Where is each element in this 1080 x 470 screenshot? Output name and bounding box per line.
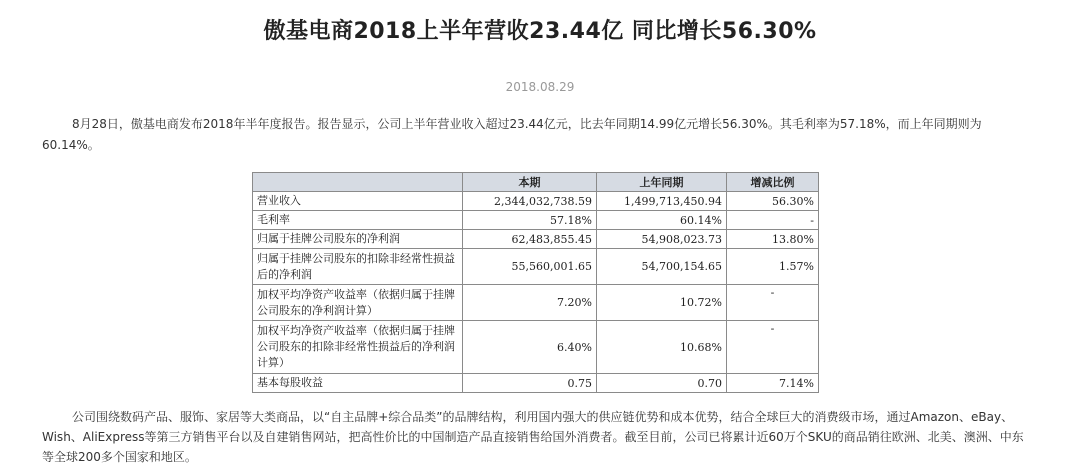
previous-value: 10.68% [597,321,727,374]
current-value: 2,344,032,738.59 [463,192,597,211]
row-label: 归属于挂牌公司股东的净利润 [253,230,463,249]
header-cell-change: 增减比例 [727,173,819,192]
table-header-row [253,173,819,192]
table-row [253,230,819,249]
change-value: 7.14% [727,374,819,393]
row-label: 归属于挂牌公司股东的扣除非经常性损益后的净利润 [253,249,463,285]
row-label: 加权平均净资产收益率（依据归属于挂牌公司股东的净利润计算） [253,285,463,321]
table-row [253,374,819,393]
previous-value: 0.70 [597,374,727,393]
current-value: 6.40% [463,321,597,374]
previous-value: 10.72% [597,285,727,321]
previous-value: 54,700,154.65 [597,249,727,285]
row-label: 营业收入 [253,192,463,211]
current-value: 57.18% [463,211,597,230]
change-value: 13.80% [727,230,819,249]
table-row [253,211,819,230]
change-value: 56.30% [727,192,819,211]
current-value: 0.75 [463,374,597,393]
change-value: 1.57% [727,249,819,285]
previous-value: 54,908,023.73 [597,230,727,249]
row-label: 加权平均净资产收益率（依据归属于挂牌公司股东的扣除非经常性损益后的净利润计算） [253,321,463,374]
change-value: - [727,285,819,321]
body-paragraph: 公司围绕数码产品、服饰、家居等大类商品，以“自主品牌+综合品类”的品牌结构，利用国内强大的供应链优势和成本优势，结合全球巨大的消费级市场，通过Amazon、eBay、Wish、AliExpress等第三方销售平台以及自建销售网站，把高性价比的中国制造产品直接销售给国外消费者。截至目前，公司已将累计近60万个SKU的商品销往欧洲、北美、澳洲、中东等全球200多个国家和地区。 [42,410,1024,464]
publish-date: 2018.08.29 [505,80,575,94]
change-value: - [727,321,819,374]
change-value: - [727,211,819,230]
previous-value: 60.14% [597,211,727,230]
row-label: 毛利率 [253,211,463,230]
table-row [253,192,819,211]
row-label: 基本每股收益 [253,374,463,393]
article-title: 傲基电商2018上半年营收23.44亿 同比增长56.30% [263,19,817,44]
header-cell-item [253,173,463,192]
previous-value: 1,499,713,450.94 [597,192,727,211]
financial-table [252,172,819,393]
table-row [253,249,819,285]
current-value: 7.20% [463,285,597,321]
table-row [253,285,819,321]
table-row [253,321,819,374]
current-value: 62,483,855.45 [463,230,597,249]
header-cell-current: 本期 [463,173,597,192]
header-cell-previous: 上年同期 [597,173,727,192]
current-value: 55,560,001.65 [463,249,597,285]
intro-paragraph: 8月28日，傲基电商发布2018年半年度报告。报告显示，公司上半年营业收入超过23.44亿元，比去年同期14.99亿元增长56.30%。其毛利率为57.18%，而上年同期则为60.14%。 [42,117,982,152]
